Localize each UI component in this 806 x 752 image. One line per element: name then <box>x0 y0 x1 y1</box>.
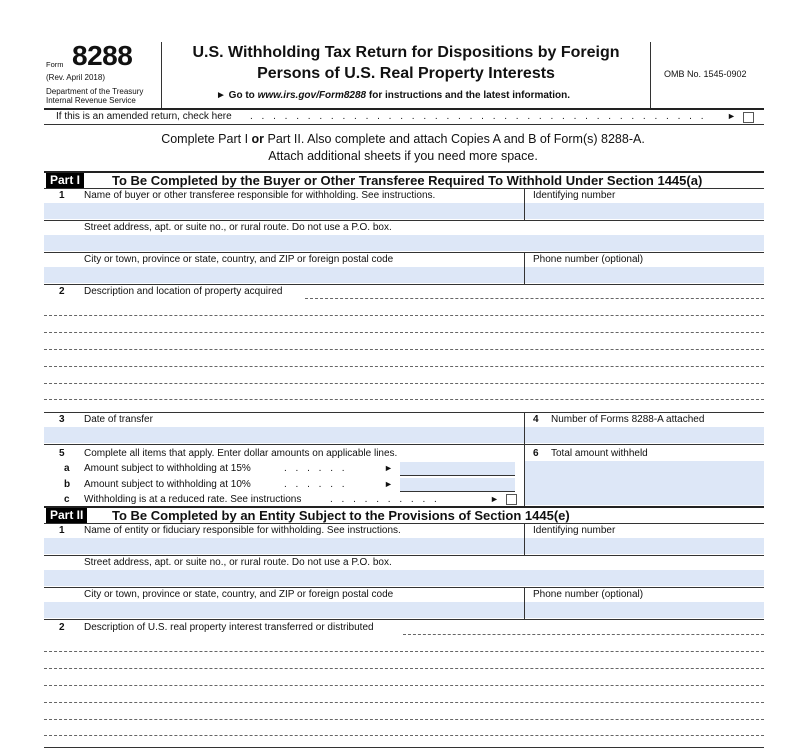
department-line1: Department of the Treasury <box>46 87 144 96</box>
part2-street-input[interactable] <box>44 570 764 586</box>
part1-line5-number: 5 <box>59 448 65 459</box>
form-number: 8288 <box>72 40 133 71</box>
part2-line2-number: 2 <box>59 622 65 633</box>
part1-city-input[interactable] <box>44 267 524 283</box>
part1-line3-number: 3 <box>59 414 65 425</box>
part2-entity-name-input[interactable] <box>44 538 524 554</box>
part1-forms-count-label: Number of Forms 8288-A attached <box>551 414 705 425</box>
part1-property-label: Description and location of property acquired <box>84 286 283 297</box>
arrow-icon: ► <box>727 111 736 121</box>
part1-buyer-name-label: Name of buyer or other transferee responsible for withholding. See instructions. <box>84 190 436 201</box>
part1-line5a-label: Amount subject to withholding at 15% <box>84 463 251 474</box>
form-label: Form <box>46 60 64 69</box>
part2-city-label: City or town, province or state, country, and ZIP or foreign postal code <box>84 589 394 600</box>
part1-id-label: Identifying number <box>533 190 616 201</box>
instructions-link-line: ► Go to www.irs.gov/Form8288 for instructions and the latest information. <box>216 90 571 101</box>
instructions-line2: Attach additional sheets if you need more space. <box>268 149 538 163</box>
part1-line5c-label: Withholding is at a reduced rate. See instructions <box>84 494 302 505</box>
part2-tag: Part II <box>46 508 87 523</box>
part1-buyer-name-input[interactable] <box>44 203 524 219</box>
part2-entity-name-label: Name of entity or fiduciary responsible for withholding. See instructions. <box>84 525 401 536</box>
part1-line5a-input[interactable] <box>400 462 515 476</box>
part1-date-input[interactable] <box>44 427 524 443</box>
part1-street-input[interactable] <box>44 235 764 251</box>
part1-line5-label: Complete all items that apply. Enter dollar amounts on applicable lines. <box>84 448 398 459</box>
arrow-icon: ► <box>384 479 393 489</box>
part1-line1-number: 1 <box>59 190 65 201</box>
line5a-letter: a <box>64 463 70 474</box>
part2-line1-number: 1 <box>59 525 65 536</box>
part1-street-label: Street address, apt. or suite no., or rural route. Do not use a P.O. box. <box>84 222 392 233</box>
part1-forms-count-input[interactable] <box>525 427 764 443</box>
part2-street-label: Street address, apt. or suite no., or rural route. Do not use a P.O. box. <box>84 557 392 568</box>
part1-reduced-rate-checkbox[interactable] <box>506 494 517 505</box>
part1-line5b-input[interactable] <box>400 478 515 492</box>
part1-city-label: City or town, province or state, country, and ZIP or foreign postal code <box>84 254 394 265</box>
arrow-icon: ► <box>490 494 499 504</box>
arrow-icon: ► <box>384 463 393 473</box>
part1-tag: Part I <box>46 173 84 188</box>
part2-phone-input[interactable] <box>525 602 764 618</box>
form-title-line2: Persons of U.S. Real Property Interests <box>257 65 555 82</box>
part2-id-input[interactable] <box>525 538 764 554</box>
part2-phone-label: Phone number (optional) <box>533 589 644 600</box>
part1-date-label: Date of transfer <box>84 414 153 425</box>
form-title-line1: U.S. Withholding Tax Return for Dispositions by Foreign <box>192 44 620 61</box>
part1-line6-number: 6 <box>533 448 539 459</box>
omb-number: OMB No. 1545-0902 <box>664 69 747 79</box>
part1-line2-number: 2 <box>59 286 65 297</box>
line5b-letter: b <box>64 479 71 490</box>
part1-title: To Be Completed by the Buyer or Other Transferee Required To Withhold Under Section 1445(a) <box>112 173 703 188</box>
part1-total-withheld-input[interactable] <box>525 461 764 505</box>
part2-title: To Be Completed by an Entity Subject to the Provisions of Section 1445(e) <box>112 508 570 523</box>
part1-id-input[interactable] <box>525 203 764 219</box>
revision-date: (Rev. April 2018) <box>46 73 105 82</box>
part1-phone-input[interactable] <box>525 267 764 283</box>
line5c-letter: c <box>64 494 70 505</box>
part2-property-label: Description of U.S. real property interest transferred or distributed <box>84 622 374 633</box>
part2-city-input[interactable] <box>44 602 524 618</box>
part1-phone-label: Phone number (optional) <box>533 254 644 265</box>
part1-total-withheld-label: Total amount withheld <box>551 448 648 459</box>
instructions-line1: Complete Part I or Part II. Also complete and attach Copies A and B of Form(s) 8288-A. <box>161 132 645 146</box>
part1-line4-number: 4 <box>533 414 539 425</box>
part2-id-label: Identifying number <box>533 525 616 536</box>
part1-line5b-label: Amount subject to withholding at 10% <box>84 479 251 490</box>
irs-url-link[interactable]: www.irs.gov/Form8288 <box>257 90 367 101</box>
department-line2: Internal Revenue Service <box>46 96 136 105</box>
amended-return-checkbox[interactable] <box>743 112 754 123</box>
amended-return-label: If this is an amended return, check here <box>56 111 232 122</box>
